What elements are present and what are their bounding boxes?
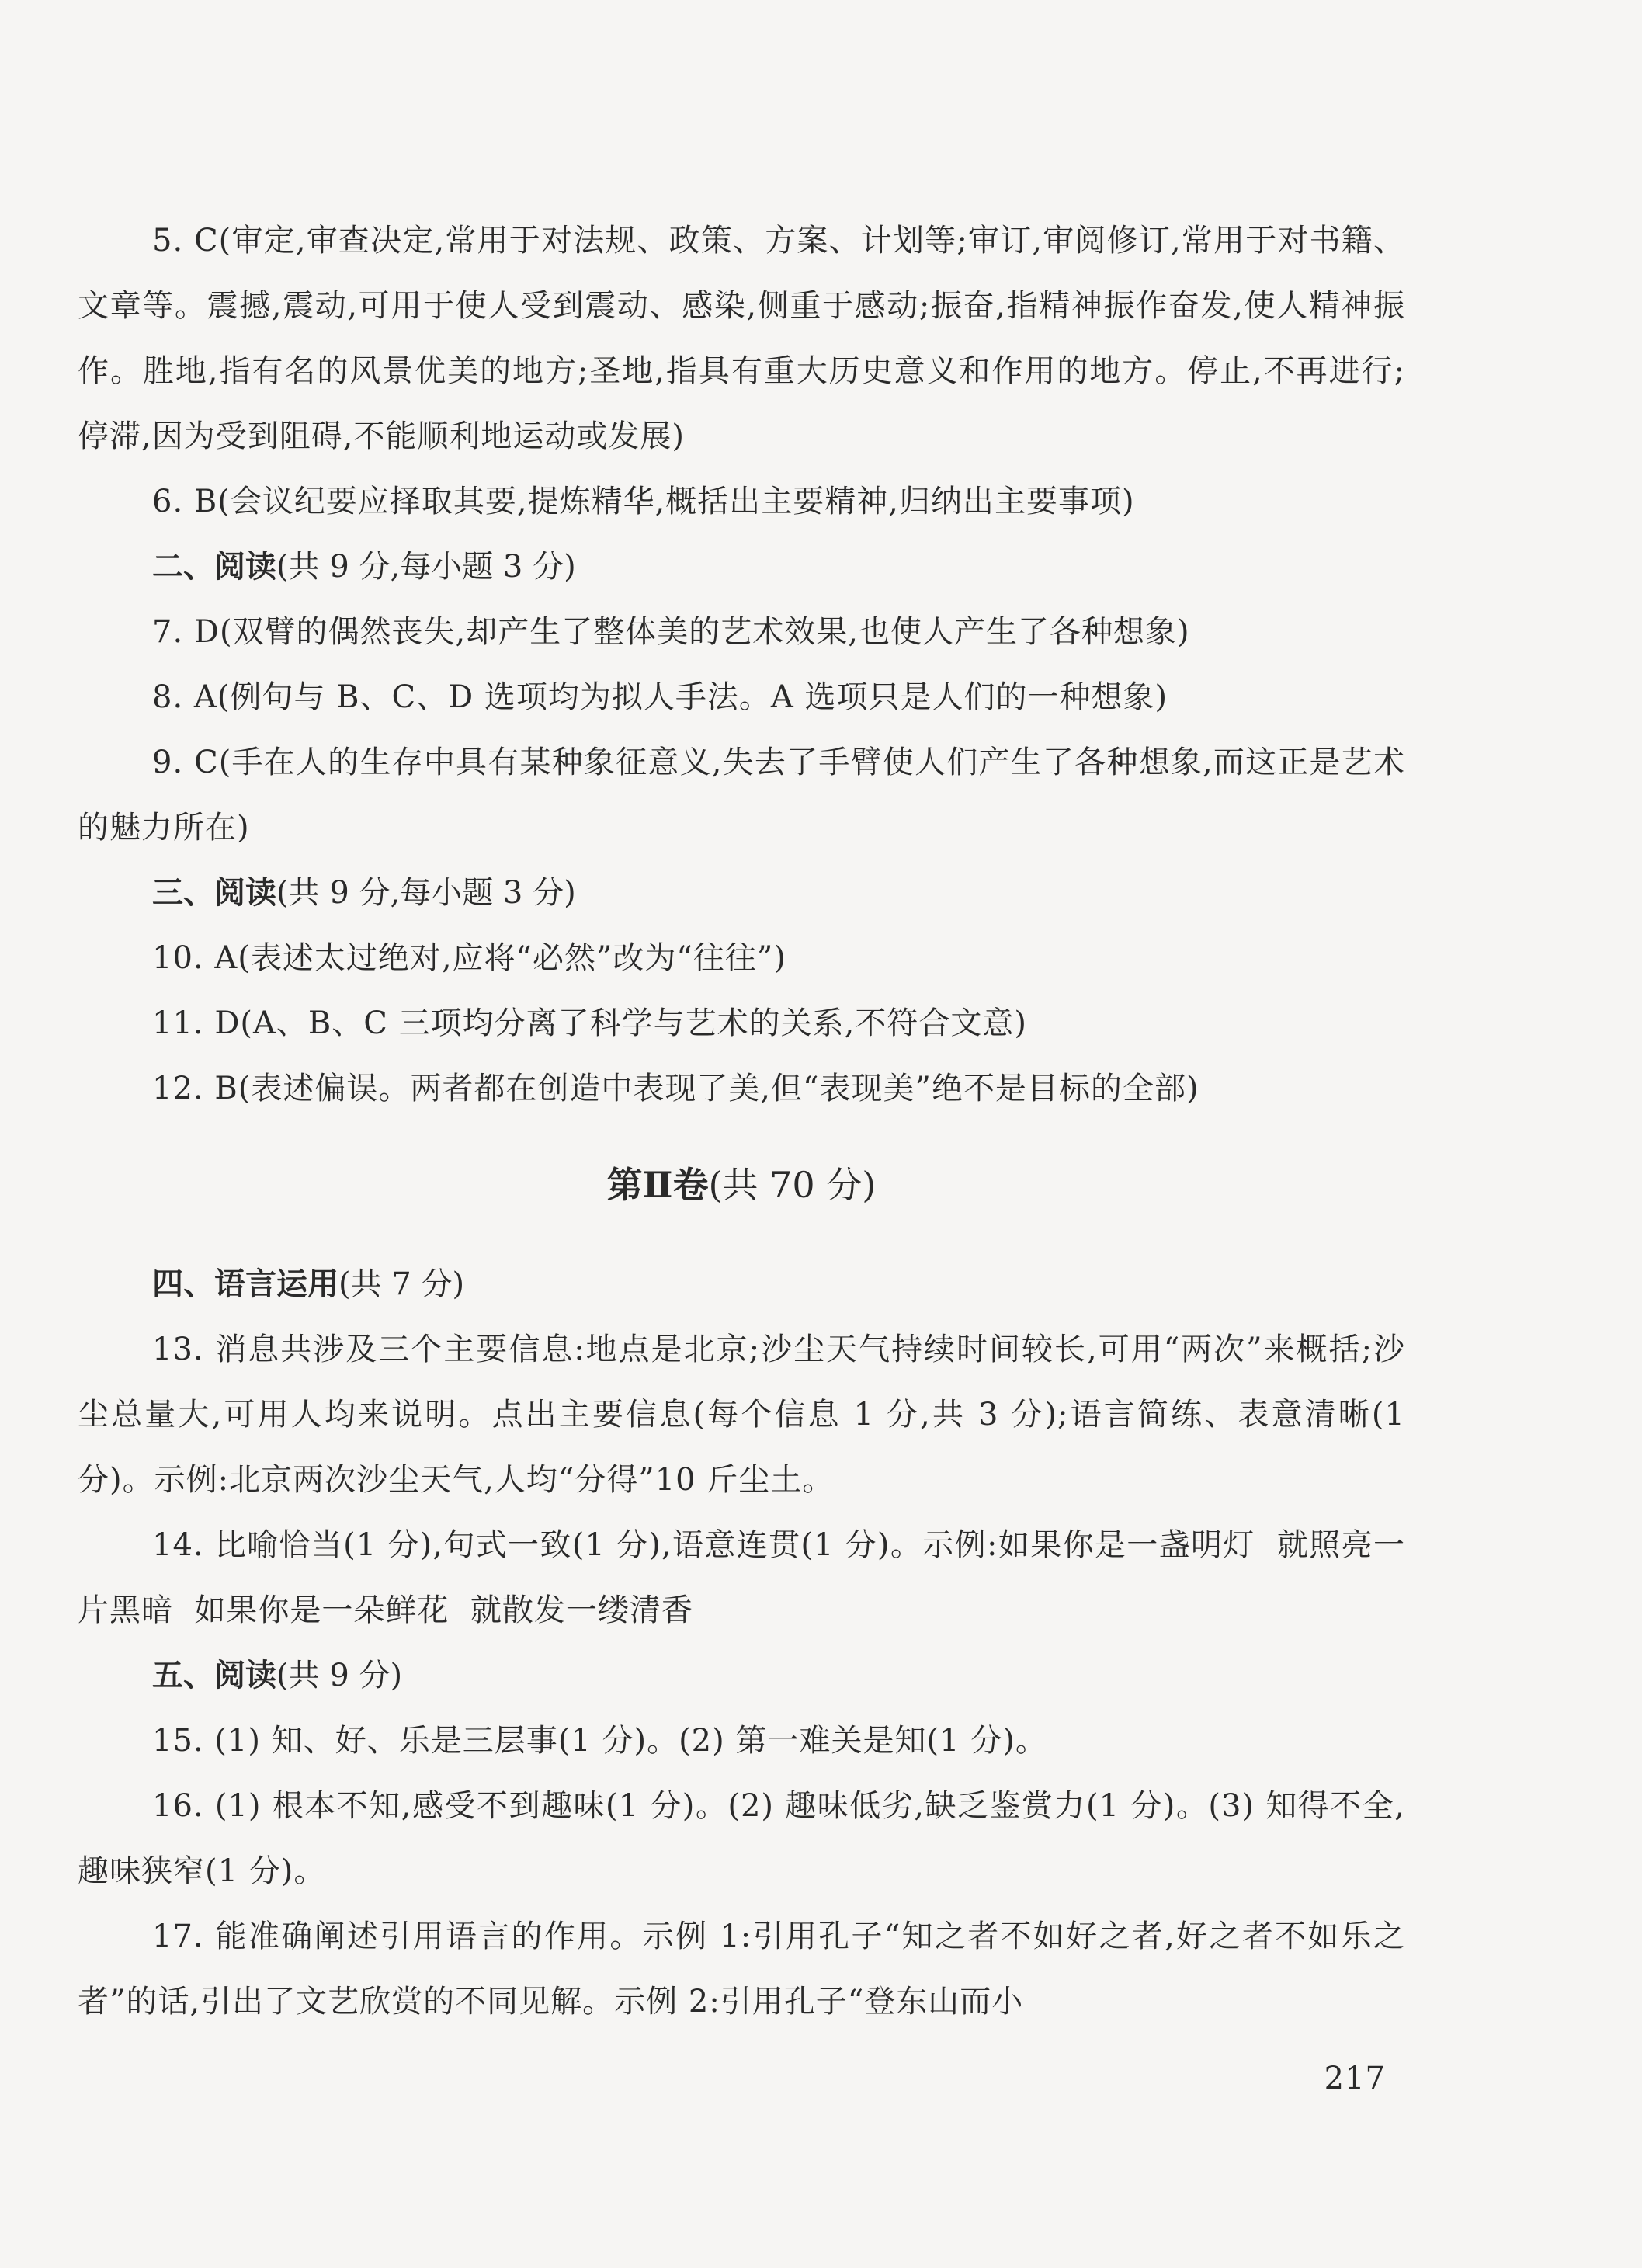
volume-title [78,1152,1405,1217]
section-2-heading [78,534,1405,599]
answer-page [78,208,1405,2034]
page-number: 217 [1324,2061,1386,2096]
section-2-note: (共 9 分,每小题 3 分) [276,549,576,585]
answer-q5: 5. C(审定,审查决定,常用于对法规、政策、方案、计划等;审订,审阅修订,常用于对书籍、文章等。震撼,震动,可用于使人受到震动、感染,侧重于感动;振奋,指精神振作奋发,使人精神振作。胜地,指有名的风景优美的地方;圣地,指具有重大历史意义和作用的地方。停止,不再进行;停滞,因为受到阻碍,不能顺利地运动或发展) [78,223,1405,454]
answer-q16: 16. (1) 根本不知,感受不到趣味(1 分)。(2) 趣味低劣,缺乏鉴赏力(1 分)。(3) 知得不全,趣味狭窄(1 分)。 [78,1788,1405,1889]
answer-q12: 12. B(表述偏误。两者都在创造中表现了美,但“表现美”绝不是目标的全部) [152,1071,1199,1106]
answer-q13: 13. 消息共涉及三个主要信息:地点是北京;沙尘天气持续时间较长,可用“两次”来概括;沙尘总量大,可用人均来说明。点出主要信息(每个信息 1 分,共 3 分);语言简练、表意清晰(1 分)。示例:北京两次沙尘天气,人均“分得”10 斤尘土。 [78,1332,1405,1498]
section-5-title: 五、阅读 [152,1657,276,1693]
answer-q15: 15. (1) 知、好、乐是三层事(1 分)。(2) 第一难关是知(1 分)。 [152,1723,1047,1759]
answer-q10: 10. A(表述太过绝对,应将“必然”改为“往往”) [152,940,786,976]
answer-q6: 6. B(会议纪要应择取其要,提炼精华,概括出主要精神,归纳出主要事项) [152,484,1135,519]
section-3-title: 三、阅读 [152,874,276,911]
section-3-heading [78,860,1405,926]
section-5-note: (共 9 分) [276,1658,403,1693]
answer-q14: 14. 比喻恰当(1 分),句式一致(1 分),语意连贯(1 分)。示例:如果你是一盏明灯 就照亮一片黑暗 如果你是一朵鲜花 就散发一缕清香 [78,1527,1405,1628]
answer-q17: 17. 能准确阐述引用语言的作用。示例 1:引用孔子“知之者不如好之者,好之者不如乐之者”的话,引出了文艺欣赏的不同见解。示例 2:引用孔子“登东山而小 [78,1919,1405,2020]
answer-q8: 8. A(例句与 B、C、D 选项均为拟人手法。A 选项只是人们的一种想象) [152,679,1168,715]
section-4-note: (共 7 分) [338,1266,465,1302]
volume-title-sub: (共 70 分) [708,1164,877,1206]
section-2-title: 二、阅读 [152,548,276,585]
answer-q7: 7. D(双臂的偶然丧失,却产生了整体美的艺术效果,也使人产生了各种想象) [152,614,1190,650]
section-4-heading [78,1252,1405,1317]
answer-q11: 11. D(A、B、C 三项均分离了科学与艺术的关系,不符合文意) [152,1005,1027,1041]
section-3-note: (共 9 分,每小题 3 分) [276,875,576,911]
volume-title-main: 第Ⅱ卷 [606,1164,709,1206]
section-4-title: 四、语言运用 [152,1266,338,1302]
answer-q9: 9. C(手在人的生存中具有某种象征意义,失去了手臂使人们产生了各种想象,而这正是艺术的魅力所在) [78,745,1405,846]
section-5-heading [78,1643,1405,1708]
